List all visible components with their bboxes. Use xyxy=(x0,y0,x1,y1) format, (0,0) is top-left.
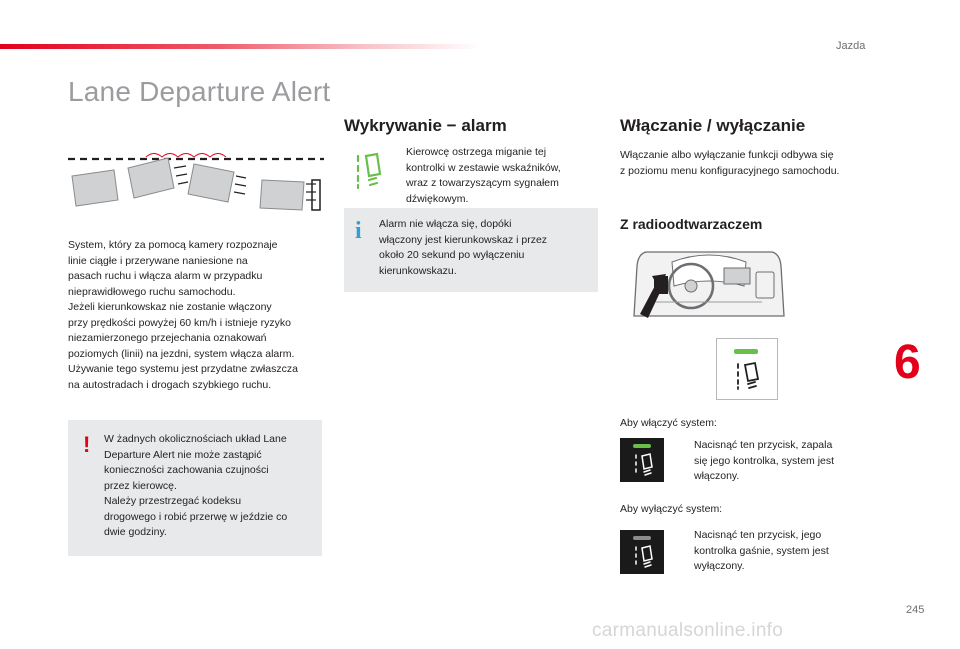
activation-intro xyxy=(620,148,890,179)
alert-line: dźwiękowym. xyxy=(406,192,469,205)
description-line: pasach ruchu i włącza alarm w przypadku xyxy=(68,270,263,282)
description-line: Używanie tego systemu jest przydatne zwłaszcza xyxy=(68,363,298,375)
enable-step-line: Nacisnąć ten przycisk, zapala xyxy=(694,439,833,451)
chapter-number: 6 xyxy=(894,336,921,389)
disable-step-line: kontrolka gaśnie, system jest xyxy=(694,544,829,557)
system-description xyxy=(68,238,330,393)
warning-line: dwie godziny. xyxy=(104,526,167,538)
warning-text xyxy=(104,432,318,541)
enable-step-line: się jego kontrolka, system jest xyxy=(694,454,835,467)
disable-step xyxy=(694,528,874,575)
alert-line: Kierowcę ostrzega miganie tej xyxy=(406,146,547,158)
lane-departure-illustration xyxy=(66,146,326,216)
lane-departure-icon xyxy=(354,152,382,190)
alert-line: kontrolki w zestawie wskaźników, xyxy=(406,161,561,174)
indicator-light-off xyxy=(633,536,651,540)
exclamation-icon: ! xyxy=(83,432,91,457)
radio-subheading: Z radioodtwarzaczem xyxy=(620,216,763,232)
indicator-light xyxy=(734,349,758,354)
disable-step-line: wyłączony. xyxy=(694,560,745,572)
info-line: około 20 sekund po wyłączeniu xyxy=(379,249,525,261)
intro-line: z poziomu menu konfiguracyjnego samochodu. xyxy=(620,164,840,177)
alert-line: wraz z towarzyszącym sygnałem xyxy=(406,177,559,189)
enable-label: Aby włączyć system: xyxy=(620,417,717,429)
disable-label: Aby wyłączyć system: xyxy=(620,503,723,515)
description-line: linie ciągłe i przerywane naniesione na xyxy=(68,254,248,267)
description-line: Jeżeli kierunkowskaz nie zostanie włączony xyxy=(68,301,272,313)
detection-heading: Wykrywanie − alarm xyxy=(344,116,507,135)
warning-line: Należy przestrzegać kodeksu xyxy=(104,495,242,507)
warning-line: W żadnych okolicznościach układ Lane xyxy=(104,433,287,445)
warning-line: przez kierowcę. xyxy=(104,479,177,492)
enable-step-line: włączony. xyxy=(694,470,740,482)
info-line: Alarm nie włącza się, dopóki xyxy=(379,218,512,230)
description-line: niezamierzonego przejechania oznakowań xyxy=(68,332,267,344)
lane-button-on[interactable] xyxy=(620,438,664,482)
warning-line: Departure Alert nie może zastąpić xyxy=(104,448,262,461)
intro-line: Włączanie albo wyłączanie funkcji odbywa się xyxy=(620,149,834,161)
page-number: 245 xyxy=(906,604,925,616)
enable-step xyxy=(694,438,874,485)
info-box xyxy=(344,208,598,292)
description-line: nieprawidłowego ruchu samochodu. xyxy=(68,285,236,298)
activation-heading: Włączanie / wyłączanie xyxy=(620,116,806,135)
alert-description xyxy=(406,145,596,207)
page-title: Lane Departure Alert xyxy=(68,76,331,107)
info-line: kierunkowskazu. xyxy=(379,264,457,277)
watermark: carmanualsonline.info xyxy=(592,620,784,641)
description-line: System, który za pomocą kamery rozpoznaje xyxy=(68,239,278,251)
section-label: Jazda xyxy=(836,40,866,52)
description-line: na autostradach i drogach szybkiego ruchu. xyxy=(68,378,272,391)
header-accent-bar xyxy=(0,44,480,49)
warning-box xyxy=(68,420,322,556)
warning-line: drogowego i robić przerwę w jeździe co xyxy=(104,510,288,523)
dashboard-illustration xyxy=(632,246,786,328)
info-icon: i xyxy=(355,218,362,244)
lane-button-off[interactable] xyxy=(620,530,664,574)
indicator-light-on xyxy=(633,444,651,448)
lane-button-illustration xyxy=(716,338,778,400)
lane-departure-icon xyxy=(735,361,761,391)
lane-departure-icon xyxy=(634,453,654,477)
description-line: przy prędkości powyżej 60 km/h i istnieje ryzyko xyxy=(68,316,291,329)
info-text xyxy=(379,217,593,279)
disable-step-line: Nacisnąć ten przycisk, jego xyxy=(694,529,822,541)
lane-departure-icon xyxy=(634,545,654,569)
description-line: poziomych (linii) na jezdni, system włącza alarm. xyxy=(68,347,295,360)
warning-line: konieczności zachowania czujności xyxy=(104,464,269,476)
info-line: włączony jest kierunkowskaz i przez xyxy=(379,233,548,246)
